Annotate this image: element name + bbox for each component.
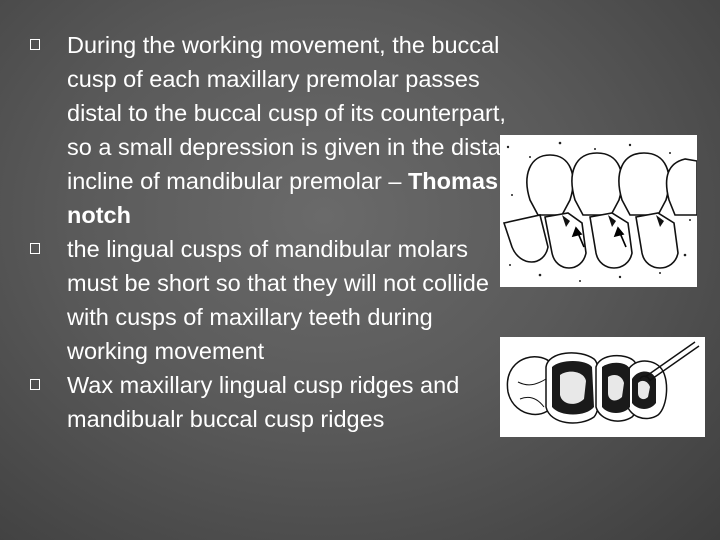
bullet-bold-term: Thomas notch [67, 168, 499, 228]
bullet-list [30, 28, 520, 436]
square-bullet-icon [30, 39, 40, 50]
occlusal-molars-illustration [500, 337, 705, 437]
square-bullet-icon [30, 243, 40, 254]
bullet-text: During the working movement, the buccal cusp of each maxillary premolar passes distal to the buccal cusp of its counterpart, so a small depression is given in the distal incline of mandibular premolar – [67, 32, 506, 194]
square-bullet-icon [30, 379, 40, 390]
bullet-item [30, 368, 520, 436]
bullet-item [30, 232, 520, 368]
bullet-text: the lingual cusps of mandibular molars must be short so that they will not collide with cusps of maxillary teeth during working movement [67, 236, 489, 364]
bullet-text: Wax maxillary lingual cusp ridges and mandibualr buccal cusp ridges [67, 372, 460, 432]
teeth-occlusion-illustration [500, 135, 697, 287]
thomas-notch-figure [500, 135, 697, 287]
bullet-item [30, 28, 520, 232]
wax-ridges-figure [500, 337, 705, 437]
